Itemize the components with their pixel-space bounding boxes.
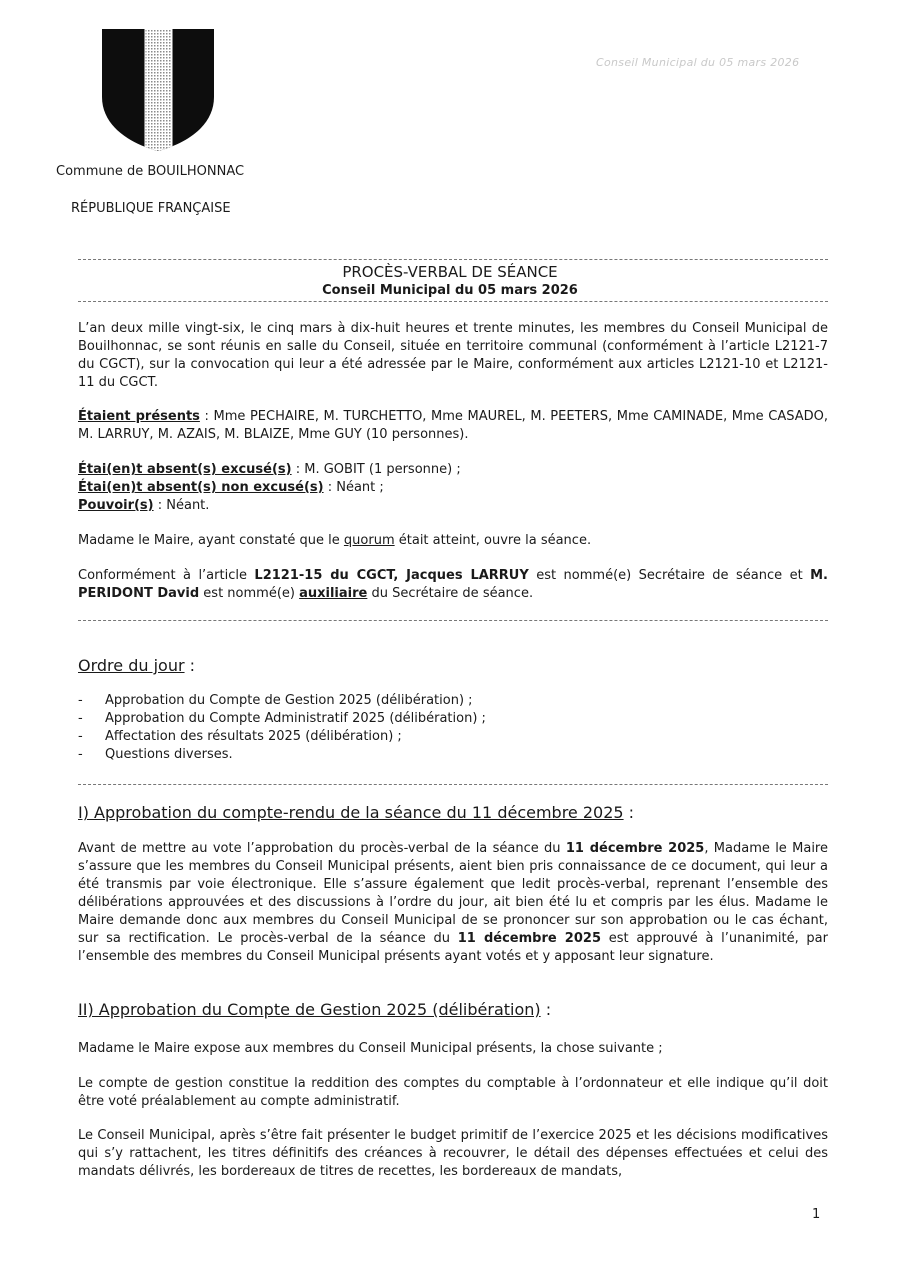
agenda-item: - Approbation du Compte Administratif 2025 (délibération) ; <box>78 710 678 728</box>
excused-list: : M. GOBIT (1 personne) ; <box>291 462 461 477</box>
agenda-title-suffix: : <box>184 656 196 675</box>
section-1-text-3: est approuvé à l’unanimité, par l’ensemble des membres du Conseil Municipal présents ayant votés et y apposant leur signature. <box>78 931 828 964</box>
agenda-item: - Affectation des résultats 2025 (délibération) ; <box>78 728 678 746</box>
attendance-absent <box>78 461 828 515</box>
section-1-date-1: 11 décembre 2025 <box>565 841 705 856</box>
attendance-present <box>78 408 828 444</box>
section-1-text-1: Avant de mettre au vote l’approbation du procès-verbal de la séance du <box>78 841 566 856</box>
section-divider-2 <box>78 784 828 785</box>
present-list: : Mme PECHAIRE, M. TURCHETTO, Mme MAUREL, M. PEETERS, Mme CAMINADE, Mme CASADO, M. LARRUY, M. AZAIS, M. BLAIZE, Mme GUY (10 personnes). <box>78 409 828 442</box>
title-top-rule <box>78 259 828 260</box>
excused-label: Étai(en)t absent(s) excusé(s) <box>78 462 292 477</box>
section-1-date-2: 11 décembre 2025 <box>457 931 601 946</box>
section-2-text-3: Le Conseil Municipal, après s’être fait présenter le budget primitif de l’exercice 2025 et les décisions modificatives qui s’y rattachent, les titres définitifs des créances à recouvrer, le détail des dépenses effectuées et celui des mandats délivrés, les bordereaux de titres de recettes, les bordereaux de mandats, <box>78 1128 828 1179</box>
quorum-text-before: Madame le Maire, ayant constaté que le <box>78 533 344 548</box>
section-2-paragraph-3 <box>78 1127 828 1181</box>
section-2-title: II) Approbation du Compte de Gestion 2025 (délibération) <box>78 1000 541 1019</box>
section-1-title: I) Approbation du compte-rendu de la séance du 11 décembre 2025 <box>78 803 624 822</box>
quorum-paragraph <box>78 532 828 550</box>
secretary-text-2: est nommé(e) Secrétaire de séance et <box>528 568 811 583</box>
section-1-heading <box>78 803 634 822</box>
agenda-item: - Questions diverses. <box>78 746 678 764</box>
title-bottom-rule <box>78 301 828 302</box>
section-1-text-2: , Madame le Maire s’assure que les membres du Conseil Municipal présents, aient bien pris connaissance de ce document, qui leur a été transmis par voie électronique. Elle s’assure également que ledit procès-verbal, reprenant l’ensemble des délibérations approuvées et des discussions à l’ordre du jour, ait bien été lu et compris par les élus. Madame le Maire demande donc aux membres du Conseil Municipal de se prononcer sur son approbation ou le cas échant, sur sa rectification. Le procès-verbal de la séance du <box>78 841 828 946</box>
quorum-text-after: était atteint, ouvre la séance. <box>394 533 592 548</box>
agenda-list <box>78 692 678 764</box>
unexcused-list: : Néant ; <box>323 480 384 495</box>
section-2-text-1: Madame le Maire expose aux membres du Conseil Municipal présents, la chose suivante ; <box>78 1041 663 1056</box>
proxy-list: : Néant. <box>153 498 210 513</box>
section-1-paragraph <box>78 840 828 966</box>
coat-of-arms-logo <box>100 27 216 153</box>
page-number: 1 <box>812 1207 821 1222</box>
present-label: Étaient présents <box>78 409 200 424</box>
section-2-heading <box>78 1000 551 1019</box>
intro-paragraph <box>78 320 828 392</box>
section-2-title-suffix: : <box>540 1000 552 1019</box>
auxiliary-name: M. PERIDONT David <box>78 568 828 601</box>
section-2-paragraph-2 <box>78 1075 828 1111</box>
secretary-text-3: est nommé(e) <box>199 586 300 601</box>
republique-label: RÉPUBLIQUE FRANÇAISE <box>71 201 231 216</box>
section-divider-1 <box>78 620 828 621</box>
quorum-word: quorum <box>343 533 395 548</box>
section-1-title-suffix: : <box>623 803 635 822</box>
agenda-item: - Approbation du Compte de Gestion 2025 (délibération) ; <box>78 692 678 710</box>
secretary-paragraph <box>78 567 828 603</box>
document-title: PROCÈS-VERBAL DE SÉANCE <box>342 263 558 281</box>
unexcused-label: Étai(en)t absent(s) non excusé(s) <box>78 480 324 495</box>
secretary-text-1: Conformément à l’article <box>78 568 255 583</box>
section-2-paragraph-1 <box>78 1040 828 1058</box>
commune-name: Commune de BOUILHONNAC <box>56 164 245 179</box>
auxiliary-word: auxiliaire <box>299 586 368 601</box>
agenda-heading <box>78 656 195 675</box>
header-stamp: Conseil Municipal du 05 mars 2026 <box>596 56 800 69</box>
document-subtitle: Conseil Municipal du 05 mars 2026 <box>322 283 578 298</box>
section-2-text-2: Le compte de gestion constitue la reddition des comptes du comptable à l’ordonnateur et elle indique qu’il doit être voté préalablement au compte administratif. <box>78 1076 828 1109</box>
agenda-title: Ordre du jour <box>78 656 185 675</box>
intro-text: L’an deux mille vingt-six, le cinq mars à dix-huit heures et trente minutes, les membres du Conseil Municipal de Bouilhonnac, se sont réunis en salle du Conseil, située en territoire communal (conformément à l’article L2121-7 du CGCT), sur la convocation qui leur a été adressée par le Maire, conformément aux articles L2121-10 et L2121-11 du CGCT. <box>78 321 828 390</box>
secretary-text-4: du Secrétaire de séance. <box>367 586 534 601</box>
secretary-name: L2121-15 du CGCT, Jacques LARRUY <box>254 568 529 583</box>
proxy-label: Pouvoir(s) <box>78 498 154 513</box>
